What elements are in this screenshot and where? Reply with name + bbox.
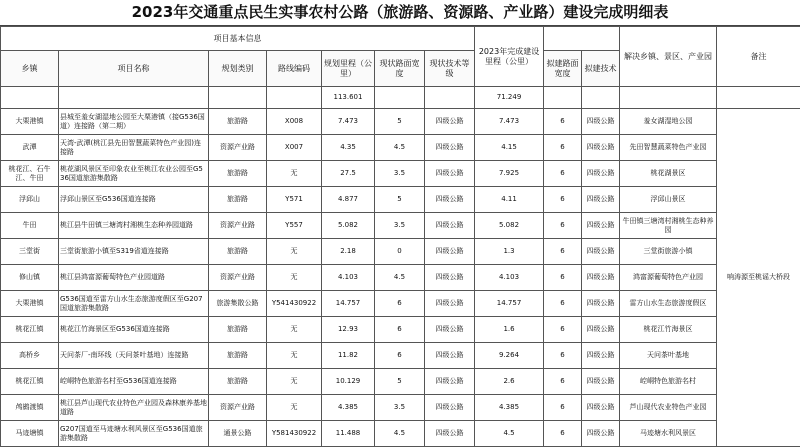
proposed-grade-cell: 四级公路 bbox=[582, 291, 620, 317]
proposed-width-cell: 6 bbox=[544, 213, 582, 239]
solve-cell: 先田智慧蔬菜特色产业园 bbox=[620, 135, 717, 161]
current-grade-cell: 四级公路 bbox=[425, 395, 475, 421]
current-width-cell: 6 bbox=[375, 343, 425, 369]
completed-mileage-cell: 4.11 bbox=[475, 187, 544, 213]
current-grade-cell: 四级公路 bbox=[425, 161, 475, 187]
route-code-cell: Y571 bbox=[267, 187, 322, 213]
township-cell: 浮邱山 bbox=[1, 187, 59, 213]
solve-cell: 三堂街旅游小镇 bbox=[620, 239, 717, 265]
completed-mileage-cell: 4.385 bbox=[475, 395, 544, 421]
solve-cell: 崆峒特色旅游名村 bbox=[620, 369, 717, 395]
project-name-cell: 桃江县芦山现代农业特色产业园及森林康养基地道路 bbox=[59, 395, 209, 421]
table-row bbox=[1, 369, 800, 395]
current-grade-cell: 四级公路 bbox=[425, 343, 475, 369]
current-width-cell: 3.5 bbox=[375, 161, 425, 187]
proposed-width-cell: 6 bbox=[544, 265, 582, 291]
current-width-cell: 3.5 bbox=[375, 213, 425, 239]
proposed-grade-cell: 四级公路 bbox=[582, 109, 620, 135]
township-cell: 桃花江、石牛江、牛田 bbox=[1, 161, 59, 187]
plan-mileage-cell: 27.5 bbox=[322, 161, 375, 187]
current-grade-cell: 四级公路 bbox=[425, 421, 475, 447]
current-width-cell: 5 bbox=[375, 187, 425, 213]
plan-type-cell: 旅游路 bbox=[209, 369, 267, 395]
current-grade-cell: 四级公路 bbox=[425, 135, 475, 161]
completed-mileage-cell: 4.5 bbox=[475, 421, 544, 447]
township-cell: 高桥乡 bbox=[1, 343, 59, 369]
route-code-cell: 无 bbox=[267, 343, 322, 369]
current-grade-cell: 四级公路 bbox=[425, 187, 475, 213]
project-name-cell: G536国道至雷方山水生态旅游度假区至G207国道旅游集散路 bbox=[59, 291, 209, 317]
route-code-cell: X008 bbox=[267, 109, 322, 135]
current-width-cell: 0 bbox=[375, 239, 425, 265]
route-code-cell: 无 bbox=[267, 265, 322, 291]
current-width-cell: 3.5 bbox=[375, 395, 425, 421]
proposed-width-cell: 6 bbox=[544, 395, 582, 421]
proposed-grade-cell: 四级公路 bbox=[582, 343, 620, 369]
current-width-cell: 4.5 bbox=[375, 265, 425, 291]
proposed-width-cell: 6 bbox=[544, 161, 582, 187]
solve-cell: 鸿富源葡萄特色产业园 bbox=[620, 265, 717, 291]
township-cell: 大栗港镇 bbox=[1, 291, 59, 317]
project-name-cell: G207国道至马迹塘水利风景区至G536国道旅游集散路 bbox=[59, 421, 209, 447]
plan-type-cell: 旅游路 bbox=[209, 343, 267, 369]
current-grade-cell: 四级公路 bbox=[425, 109, 475, 135]
current-grade-cell: 四级公路 bbox=[425, 213, 475, 239]
sheet-title: 2023年交通重点民生实事农村公路（旅游路、资源路、产业路）建设完成明细表 bbox=[0, 0, 800, 26]
header-project-name: 项目名称 bbox=[59, 51, 209, 87]
township-cell: 桃花江镇 bbox=[1, 317, 59, 343]
table-row bbox=[1, 135, 800, 161]
plan-type-cell: 旅游路 bbox=[209, 317, 267, 343]
route-code-cell: 无 bbox=[267, 369, 322, 395]
remark-cell: 响涛源至桃谣大桥段 bbox=[717, 109, 800, 447]
proposed-width-cell: 6 bbox=[544, 421, 582, 447]
proposed-width-cell: 6 bbox=[544, 317, 582, 343]
total-completed: 71.249 bbox=[475, 87, 544, 109]
solve-cell: 浮邱山景区 bbox=[620, 187, 717, 213]
plan-mileage-cell: 4.35 bbox=[322, 135, 375, 161]
proposed-grade-cell: 四级公路 bbox=[582, 187, 620, 213]
proposed-grade-cell: 四级公路 bbox=[582, 421, 620, 447]
solve-cell: 天问茶叶基地 bbox=[620, 343, 717, 369]
proposed-grade-cell: 四级公路 bbox=[582, 213, 620, 239]
plan-type-cell: 旅游路 bbox=[209, 109, 267, 135]
proposed-grade-cell: 四级公路 bbox=[582, 135, 620, 161]
project-name-cell: 三堂街旅游小镇至S319省道连接路 bbox=[59, 239, 209, 265]
header-township: 乡镇 bbox=[1, 51, 59, 87]
township-cell: 修山镇 bbox=[1, 265, 59, 291]
header-plan-type: 规划类别 bbox=[209, 51, 267, 87]
current-width-cell: 6 bbox=[375, 317, 425, 343]
completed-mileage-cell: 4.103 bbox=[475, 265, 544, 291]
completed-mileage-cell: 1.6 bbox=[475, 317, 544, 343]
project-name-cell: 浮邱山景区至G536国道连接路 bbox=[59, 187, 209, 213]
current-width-cell: 6 bbox=[375, 291, 425, 317]
township-cell: 武潭 bbox=[1, 135, 59, 161]
plan-type-cell: 资源产业路 bbox=[209, 213, 267, 239]
table-row bbox=[1, 291, 800, 317]
table-row bbox=[1, 213, 800, 239]
header-current-grade: 现状技术等级 bbox=[425, 51, 475, 87]
proposed-grade-cell: 四级公路 bbox=[582, 369, 620, 395]
solve-cell: 桃花江竹海景区 bbox=[620, 317, 717, 343]
project-name-cell: 崆峒特色旅游名村至G536国道连接路 bbox=[59, 369, 209, 395]
proposed-grade-cell: 四级公路 bbox=[582, 239, 620, 265]
total-plan-mileage: 113.601 bbox=[322, 87, 375, 109]
township-cell: 马迹塘镇 bbox=[1, 421, 59, 447]
solve-cell: 芦山现代农业特色产业园 bbox=[620, 395, 717, 421]
plan-type-cell: 资源产业路 bbox=[209, 135, 267, 161]
proposed-grade-cell: 四级公路 bbox=[582, 161, 620, 187]
project-name-cell: 天问茶厂-南环线（天问茶叶基地）连接路 bbox=[59, 343, 209, 369]
completed-mileage-cell: 9.264 bbox=[475, 343, 544, 369]
township-cell: 三堂街 bbox=[1, 239, 59, 265]
proposed-grade-cell: 四级公路 bbox=[582, 317, 620, 343]
completed-mileage-cell: 4.15 bbox=[475, 135, 544, 161]
plan-type-cell: 旅游路 bbox=[209, 239, 267, 265]
header-plan-mileage: 规划里程（公里） bbox=[322, 51, 375, 87]
plan-type-cell: 旅游路 bbox=[209, 161, 267, 187]
route-code-cell: X007 bbox=[267, 135, 322, 161]
plan-mileage-cell: 12.93 bbox=[322, 317, 375, 343]
project-name-cell: 桃花湖风景区至印象农业至桃江农业公园至G536国道旅游集散路 bbox=[59, 161, 209, 187]
route-code-cell: 无 bbox=[267, 239, 322, 265]
completed-mileage-cell: 5.082 bbox=[475, 213, 544, 239]
township-cell: 桃花江镇 bbox=[1, 369, 59, 395]
route-code-cell: 无 bbox=[267, 161, 322, 187]
table-row bbox=[1, 265, 800, 291]
solve-cell: 桃花湖景区 bbox=[620, 161, 717, 187]
current-width-cell: 4.5 bbox=[375, 421, 425, 447]
table-body bbox=[1, 109, 800, 447]
plan-type-cell: 通景公路 bbox=[209, 421, 267, 447]
plan-type-cell: 资源产业路 bbox=[209, 265, 267, 291]
route-code-cell: Y581430922 bbox=[267, 421, 322, 447]
header-blank bbox=[544, 27, 620, 51]
project-name-cell: 桃花江竹海景区至G536国道连接路 bbox=[59, 317, 209, 343]
proposed-width-cell: 6 bbox=[544, 135, 582, 161]
plan-mileage-cell: 14.757 bbox=[322, 291, 375, 317]
proposed-width-cell: 6 bbox=[544, 109, 582, 135]
header-route-code: 路线编码 bbox=[267, 51, 322, 87]
proposed-width-cell: 6 bbox=[544, 369, 582, 395]
solve-cell: 雷方山水生态旅游度假区 bbox=[620, 291, 717, 317]
current-grade-cell: 四级公路 bbox=[425, 265, 475, 291]
header-basic-info: 项目基本信息 bbox=[1, 27, 475, 51]
township-cell: 牛田 bbox=[1, 213, 59, 239]
route-code-cell: Y557 bbox=[267, 213, 322, 239]
project-name-cell: 县城至羞女湖湿地公园至大栗港镇（接G536国道）连接路（第二期） bbox=[59, 109, 209, 135]
plan-mileage-cell: 11.488 bbox=[322, 421, 375, 447]
proposed-width-cell: 6 bbox=[544, 291, 582, 317]
plan-mileage-cell: 4.385 bbox=[322, 395, 375, 421]
completed-mileage-cell: 7.925 bbox=[475, 161, 544, 187]
current-width-cell: 5 bbox=[375, 109, 425, 135]
table-row bbox=[1, 421, 800, 447]
project-name-cell: 天湾-武潭(桃江县先田智慧蔬菜特色产业园)连接路 bbox=[59, 135, 209, 161]
table-row bbox=[1, 317, 800, 343]
township-cell: 大栗港镇 bbox=[1, 109, 59, 135]
current-width-cell: 4.5 bbox=[375, 135, 425, 161]
table-row bbox=[1, 187, 800, 213]
plan-mileage-cell: 10.129 bbox=[322, 369, 375, 395]
route-code-cell: Y541430922 bbox=[267, 291, 322, 317]
proposed-grade-cell: 四级公路 bbox=[582, 265, 620, 291]
project-name-cell: 桃江县鸿富源葡萄特色产业园道路 bbox=[59, 265, 209, 291]
project-name-cell: 桃江县牛田镇三塘湾村湘桃生态种养园道路 bbox=[59, 213, 209, 239]
proposed-width-cell: 6 bbox=[544, 187, 582, 213]
table-row bbox=[1, 395, 800, 421]
route-code-cell: 无 bbox=[267, 317, 322, 343]
detail-table bbox=[0, 26, 800, 447]
completed-mileage-cell: 2.6 bbox=[475, 369, 544, 395]
plan-type-cell: 旅游路 bbox=[209, 187, 267, 213]
proposed-width-cell: 6 bbox=[544, 343, 582, 369]
current-grade-cell: 四级公路 bbox=[425, 291, 475, 317]
proposed-width-cell: 6 bbox=[544, 239, 582, 265]
plan-mileage-cell: 4.877 bbox=[322, 187, 375, 213]
plan-type-cell: 资源产业路 bbox=[209, 395, 267, 421]
header-proposed-grade: 拟建技术 bbox=[582, 51, 620, 87]
solve-cell: 牛田镇三塘湾村湘桃生态种养园 bbox=[620, 213, 717, 239]
plan-mileage-cell: 7.473 bbox=[322, 109, 375, 135]
completed-mileage-cell: 1.3 bbox=[475, 239, 544, 265]
current-grade-cell: 四级公路 bbox=[425, 317, 475, 343]
plan-mileage-cell: 11.82 bbox=[322, 343, 375, 369]
plan-mileage-cell: 5.082 bbox=[322, 213, 375, 239]
table-row bbox=[1, 161, 800, 187]
header-2023-completed: 2023年完成建设里程（公里） bbox=[475, 27, 544, 87]
proposed-grade-cell: 四级公路 bbox=[582, 395, 620, 421]
plan-mileage-cell: 4.103 bbox=[322, 265, 375, 291]
header-remark: 备注 bbox=[717, 27, 800, 87]
current-grade-cell: 四级公路 bbox=[425, 239, 475, 265]
current-width-cell: 5 bbox=[375, 369, 425, 395]
current-grade-cell: 四级公路 bbox=[425, 369, 475, 395]
header-current-width: 现状路面宽度 bbox=[375, 51, 425, 87]
header-proposed-width: 拟建路面宽度 bbox=[544, 51, 582, 87]
solve-cell: 马迹塘水利风景区 bbox=[620, 421, 717, 447]
route-code-cell: 无 bbox=[267, 395, 322, 421]
plan-mileage-cell: 2.18 bbox=[322, 239, 375, 265]
table-row bbox=[1, 239, 800, 265]
solve-cell: 羞女湖湿地公园 bbox=[620, 109, 717, 135]
township-cell: 鸬鹚渡镇 bbox=[1, 395, 59, 421]
header-solve: 解决乡镇、景区、产业园 bbox=[620, 27, 717, 87]
plan-type-cell: 旅游集散公路 bbox=[209, 291, 267, 317]
table-row bbox=[1, 109, 800, 135]
table-row bbox=[1, 343, 800, 369]
completed-mileage-cell: 7.473 bbox=[475, 109, 544, 135]
completed-mileage-cell: 14.757 bbox=[475, 291, 544, 317]
